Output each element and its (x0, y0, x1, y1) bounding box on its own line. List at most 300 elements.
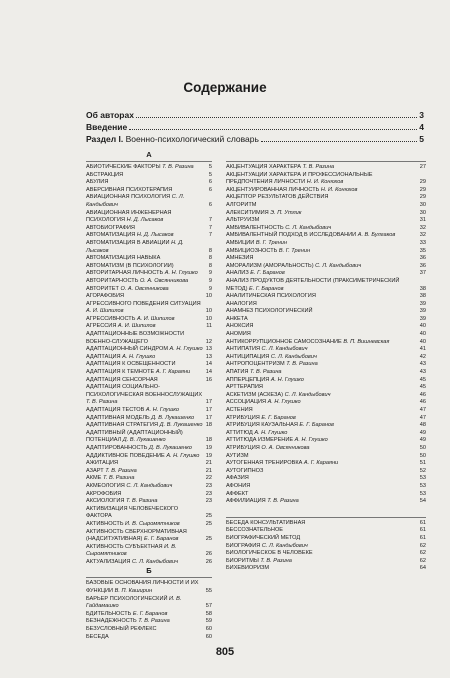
toc-intro-row[interactable] (86, 110, 424, 122)
toc-entry[interactable] (86, 544, 212, 559)
toc-entry-page: 6 (208, 186, 212, 193)
toc-entry-page: 38 (419, 293, 426, 300)
toc-entry-page: 49 (419, 437, 426, 444)
toc-entry-page: 62 (419, 550, 426, 557)
toc-entry[interactable] (226, 384, 426, 392)
toc-entry-author: А. Н. Глушко (252, 429, 288, 436)
divider (226, 161, 426, 162)
toc-entry[interactable] (86, 529, 212, 544)
divider (226, 517, 426, 518)
toc-entry-page: 17 (205, 399, 212, 406)
toc-entry-page: 12 (205, 338, 212, 345)
toc-entry-author: Е. Г. Баранов (259, 414, 296, 421)
toc-entry[interactable] (86, 187, 212, 195)
toc-entry-text (226, 263, 418, 271)
toc-entry-author: С. Л. Кандыбович (313, 262, 362, 269)
toc-entry-text (226, 483, 418, 491)
toc-entry-term: БЕССОЗНАТЕЛЬНОЕ (226, 527, 284, 534)
toc-entry-page: 25 (205, 536, 212, 543)
toc-entry[interactable] (226, 453, 426, 461)
toc-entry[interactable] (226, 217, 426, 225)
toc-entry[interactable] (226, 354, 426, 362)
toc-entry[interactable] (226, 543, 426, 551)
toc-entry-text (226, 460, 418, 468)
toc-entry[interactable] (86, 498, 212, 506)
toc-entry-text (226, 558, 418, 566)
toc-entry-page: 7 (208, 217, 212, 224)
toc-entry[interactable] (226, 202, 426, 210)
toc-entry-term: АППЕРЦЕПЦИЯ (226, 376, 270, 383)
toc-entry-text (86, 361, 204, 369)
toc-entry-page: 61 (419, 519, 426, 526)
toc-entry-term: АМБИЦИОЗНОСТЬ (226, 247, 278, 254)
toc-entry[interactable] (226, 415, 426, 423)
toc-entry-author: А. Г. Караяни (154, 369, 191, 376)
toc-entry-author: Э. П. Утлик (268, 209, 302, 216)
toc-entry-text (86, 559, 204, 567)
toc-entry[interactable] (226, 293, 426, 301)
toc-entry-author: С. Л. Кандыбович (283, 391, 331, 398)
toc-entry[interactable] (86, 611, 212, 619)
toc-entry-page: 36 (419, 255, 426, 262)
toc-entry-text (86, 415, 204, 423)
toc-entry-page: 43 (419, 369, 426, 376)
toc-entry-page: 39 (419, 300, 426, 307)
toc-entry-page: 17 (205, 414, 212, 421)
toc-entry-text (86, 626, 204, 634)
toc-entry-term: АЛЕКСИТИМИЯ (226, 209, 269, 216)
toc-entry-text (226, 331, 418, 339)
toc-entry-text (86, 468, 204, 476)
toc-entry-page: 39 (419, 308, 426, 315)
toc-entry-text (226, 194, 418, 202)
toc-entry[interactable] (86, 377, 212, 385)
toc-entry-author: А. И. Шипилов (135, 315, 175, 322)
toc-entry-term: БЕЗНАДЕЖНОСТЬ (86, 618, 137, 625)
toc-entry-text (86, 240, 207, 255)
toc-entry-page: 53 (419, 475, 426, 482)
toc-entry-text (86, 164, 207, 172)
toc-entry-term: АКТИВНОСТЬ СВЕРХНОРМАТИВНАЯ (НАДСИТУАТИВНАЯ) (86, 528, 187, 543)
toc-entry[interactable] (86, 354, 212, 362)
toc-entry-page: 43 (419, 361, 426, 368)
toc-entry-term: АВИАЦИОННАЯ ИНЖЕНЕРНАЯ ПСИХОЛОГИЯ (86, 209, 172, 224)
toc-intro-label: Об авторах (86, 110, 134, 120)
toc-entry-author: С. Л. Кандыбович (86, 194, 185, 208)
toc-entry[interactable] (86, 225, 212, 233)
toc-list-left-a (86, 164, 212, 566)
toc-entry[interactable] (226, 550, 426, 558)
toc-entry-page: 48 (419, 422, 426, 429)
toc-entry-page: 53 (419, 482, 426, 489)
toc-entry[interactable] (86, 384, 212, 407)
toc-intro-row[interactable] (86, 134, 424, 146)
toc-entry-term: АВТОМАТИЗАЦИЯ (86, 232, 136, 239)
toc-entry[interactable] (226, 361, 426, 369)
toc-entry[interactable] (86, 323, 212, 331)
toc-entry-page: 6 (208, 201, 212, 208)
toc-entry-page: 10 (205, 293, 212, 300)
toc-entry-text (226, 468, 418, 476)
toc-entry-term: АДАПТАЦИОННЫЕ ВОЗМОЖНОСТИ ВОЕННО-СЛУЖАЩЕГО (86, 331, 185, 345)
toc-entry-term: АГОРАФОБИЯ (86, 293, 125, 300)
toc-entry-page: 25 (205, 513, 212, 520)
toc-entry-term: АВТОБИОГРАФИЯ (86, 224, 135, 231)
toc-entry-term: АТРИБУЦИЯ (226, 414, 260, 421)
toc-entry-term: АДДИКТИВНОЕ ПОВЕДЕНИЕ (86, 452, 165, 459)
toc-entry-author: А. Н. Глушко (293, 437, 328, 444)
toc-entry[interactable] (226, 565, 426, 573)
toc-entry-text (226, 399, 418, 407)
toc-entry[interactable] (86, 453, 212, 461)
toc-entry-text (86, 172, 207, 180)
toc-entry-text (86, 232, 207, 240)
toc-entry-text (86, 634, 204, 642)
toc-entry-text (86, 316, 204, 324)
toc-entry[interactable] (86, 415, 212, 423)
toc-intro-page: 5 (419, 134, 424, 144)
toc-entry-text (86, 498, 204, 506)
toc-entry-page: 47 (419, 414, 426, 421)
toc-list-right-a (226, 164, 426, 506)
toc-entry-author: Т. В. Разина (258, 557, 292, 564)
toc-entry-author: Т. В. Разина (265, 498, 299, 505)
toc-entry-term: АНАЛИТИЧЕСКАЯ ПСИХОЛОГИЯ (226, 293, 316, 300)
toc-entry-term: АВТОРИТАРНОСТЬ (86, 277, 139, 284)
toc-entry-page: 10 (205, 315, 212, 322)
toc-entry-term: АДАПТИВНАЯ МОДЕЛЬ (86, 414, 150, 421)
toc-entry[interactable] (226, 278, 426, 293)
toc-entry[interactable] (86, 475, 212, 483)
toc-entry-text (226, 543, 418, 551)
toc-entry-term: АНАЛИЗ ПРОДУКТОВ ДЕЯТЕЛЬНОСТИ (ПРАКСИМЕТРИЧЕСКИЙ МЕТОД) (226, 277, 400, 292)
toc-entry[interactable] (86, 270, 212, 278)
toc-entry-term: АВТОМАТИЗМ (В ПСИХОЛОГИИ) (86, 262, 174, 269)
toc-entry[interactable] (226, 255, 426, 263)
toc-entry[interactable] (226, 407, 426, 415)
toc-entry[interactable] (86, 369, 212, 377)
toc-entry-text (226, 202, 418, 210)
toc-entry[interactable] (86, 263, 212, 271)
toc-entry[interactable] (226, 323, 426, 331)
toc-list-right-b (226, 520, 426, 573)
toc-entry-text (226, 354, 418, 362)
toc-entry[interactable] (86, 232, 212, 240)
toc-entry-author: Т. В. Разина (160, 164, 194, 170)
toc-entry-page: 5 (208, 171, 212, 178)
leader-dots (136, 117, 417, 118)
toc-intro-page: 4 (419, 122, 424, 132)
toc-entry-text (86, 323, 204, 331)
toc-entry[interactable] (226, 316, 426, 324)
leader-dots (129, 129, 417, 130)
toc-entry-page: 5 (208, 164, 212, 170)
toc-entry-term: АДАПТАЦИЯ ТЕСТОВ (86, 407, 145, 413)
toc-entry-text (86, 422, 204, 430)
toc-entry-text (86, 301, 204, 316)
toc-entry-author: Т. В. Разина (101, 475, 135, 482)
letter-heading-a: А (146, 150, 152, 159)
toc-entry-page: 19 (205, 444, 212, 451)
toc-entry[interactable] (86, 559, 212, 567)
toc-entry[interactable] (86, 331, 212, 346)
toc-entry[interactable] (226, 460, 426, 468)
toc-entry-term: АУТОГЕННАЯ ТРЕНИРОВКА (226, 460, 303, 467)
toc-entry-term: АНАЛИЗ (226, 270, 249, 277)
toc-entry-page: 17 (205, 407, 212, 413)
toc-entry[interactable] (86, 293, 212, 301)
toc-entry-page: 21 (205, 460, 212, 467)
toc-entry[interactable] (226, 240, 426, 248)
toc-entry[interactable] (86, 430, 212, 445)
toc-entry[interactable] (226, 445, 426, 453)
toc-entry-term: АФФИЛИАЦИЯ (226, 498, 266, 505)
toc-entry-text (86, 506, 204, 521)
toc-entry[interactable] (86, 445, 212, 453)
toc-entry[interactable] (86, 172, 212, 180)
toc-entry[interactable] (226, 232, 426, 240)
toc-entry[interactable] (86, 626, 212, 634)
toc-entry-page: 23 (205, 498, 212, 505)
toc-intro-page: 3 (419, 110, 424, 120)
toc-entry[interactable] (226, 430, 426, 438)
toc-entry-text (226, 520, 418, 528)
toc-entry-page: 23 (205, 482, 212, 489)
toc-entry-author: С. Л. Кандыбович (260, 346, 308, 353)
toc-entry[interactable] (86, 194, 212, 209)
toc-entry-text (226, 217, 418, 225)
toc-entry-page: 50 (419, 452, 426, 459)
toc-entry-term: БИХЕВИОРИЗМ (226, 565, 270, 572)
toc-entry[interactable] (86, 240, 212, 255)
toc-entry[interactable] (226, 422, 426, 430)
toc-entry-page: 14 (205, 361, 212, 368)
toc-entry-author: Д. В. Лукашенко (121, 437, 166, 444)
toc-entry[interactable] (86, 346, 212, 354)
toc-entry[interactable] (226, 483, 426, 491)
toc-entry-page: 45 (419, 384, 426, 391)
toc-entry-author: Т. В. Разина (248, 369, 282, 376)
toc-entry[interactable] (226, 498, 426, 506)
toc-entry[interactable] (226, 308, 426, 316)
toc-entry-text (226, 565, 418, 573)
toc-entry-text (226, 248, 418, 256)
toc-entry-author: Т. В. Разина (136, 618, 170, 625)
toc-entry[interactable] (86, 361, 212, 369)
toc-entry-author: В. П. Каширин (113, 588, 153, 595)
toc-entry-term: БИОГРАФИЧЕСКИЙ МЕТОД (226, 534, 301, 541)
toc-entry-author: Н. Д. Лысаков (135, 232, 174, 239)
toc-entry-term: АЛЬТРУИЗМ (226, 217, 260, 224)
toc-entry-text (226, 430, 418, 438)
toc-entry[interactable] (226, 339, 426, 347)
toc-entry-term: БЕСЕДА КОНСУЛЬТАТИВНАЯ (226, 519, 306, 526)
toc-entry-page: 9 (208, 277, 212, 284)
toc-entry-author: О. А. Овсянникова (118, 285, 169, 292)
toc-entry[interactable] (226, 248, 426, 256)
toc-entry-page: 25 (205, 520, 212, 527)
section-label: Раздел I. (86, 134, 124, 144)
toc-entry[interactable] (86, 596, 212, 611)
toc-entry[interactable] (86, 301, 212, 316)
toc-entry[interactable] (86, 483, 212, 491)
toc-entry[interactable] (226, 172, 426, 187)
toc-entry-author: Д. В. Лукашенко (158, 422, 203, 429)
toc-entry-text (226, 377, 418, 385)
toc-entry[interactable] (226, 535, 426, 543)
toc-entry-term: АКТИВНОСТЬ (86, 520, 124, 527)
toc-entry-author: О. А. Овсянникова (259, 444, 310, 451)
toc-entry[interactable] (226, 475, 426, 483)
toc-entry-author: А. Н. Глушко (120, 353, 156, 360)
toc-entry-text (226, 308, 418, 316)
toc-entry[interactable] (86, 580, 212, 595)
toc-entry-term: БИОРИТМЫ (226, 557, 259, 564)
toc-entry-term: АДАПТАЦИЯ К ОСВЕЩЕННОСТИ (86, 361, 176, 368)
toc-entry-page: 11 (206, 323, 212, 330)
toc-entry[interactable] (86, 286, 212, 294)
toc-entry-page: 61 (419, 527, 426, 534)
toc-entry[interactable] (226, 392, 426, 400)
toc-entry-text (86, 194, 207, 209)
toc-entry-text (226, 535, 418, 543)
toc-entry-term: АДАПТАЦИЯ СОЦИАЛЬНО-ПСИХОЛОГИЧЕСКАЯ ВОЕННОСЛУЖАЩИХ (86, 384, 203, 398)
toc-entry-text (86, 384, 204, 407)
toc-entry-page: 46 (419, 399, 426, 406)
toc-entry[interactable] (86, 278, 212, 286)
toc-entry[interactable] (226, 558, 426, 566)
toc-entry-page: 9 (208, 270, 212, 277)
toc-entry[interactable] (86, 422, 212, 430)
toc-entry[interactable] (86, 255, 212, 263)
toc-entry-author: Е. Г. Баранов (131, 610, 168, 617)
toc-entry[interactable] (86, 506, 212, 521)
toc-entry[interactable] (86, 179, 212, 187)
letter-heading-b-spacer (226, 506, 426, 516)
toc-entry-page: 38 (419, 285, 426, 292)
toc-entry-term: АПАТИЯ (226, 369, 249, 376)
toc-entry-page: 13 (205, 346, 212, 353)
toc-entry-author: Т. В. Разина (284, 361, 318, 368)
toc-entry-author: Д. В. Лукашенко (149, 414, 195, 421)
toc-entry[interactable] (226, 263, 426, 271)
toc-entry-term: АЛГОРИТМ (226, 201, 257, 208)
toc-entry-text (86, 346, 204, 354)
toc-entry[interactable] (226, 399, 426, 407)
toc-entry-term: АУТОГИПНОЗ (226, 467, 264, 474)
toc-entry-text (86, 445, 204, 453)
toc-entry[interactable] (226, 377, 426, 385)
toc-entry-term: БЕЗУСЛОВНЫЙ РЕФЛЕКС (86, 626, 157, 633)
toc-entry-term: АТТИТЮД (226, 429, 253, 436)
toc-entry[interactable] (226, 331, 426, 339)
toc-entry-page: 26 (205, 558, 212, 565)
toc-entry[interactable] (86, 460, 212, 468)
toc-entry-term: АКЦЕНТУИРОВАННАЯ ЛИЧНОСТЬ (226, 186, 320, 193)
toc-entry[interactable] (86, 634, 212, 642)
toc-entry-author: В. Г. Тренин (254, 239, 287, 246)
toc-entry-text (226, 437, 418, 445)
toc-entry-text (86, 255, 207, 263)
toc-entry-page: 27 (419, 164, 426, 170)
toc-entry[interactable] (86, 521, 212, 529)
toc-entry[interactable] (226, 468, 426, 476)
toc-entry-page: 26 (205, 551, 212, 558)
toc-entry-page: 54 (419, 498, 426, 505)
toc-entry-page: 62 (419, 542, 426, 549)
toc-entry-term: АБИОТИЧЕСКИЕ ФАКТОРЫ (86, 164, 161, 170)
toc-entry[interactable] (226, 437, 426, 445)
toc-entry-term: АНОМИЯ (226, 331, 251, 338)
section-subtitle: Военно-психологический словарь (123, 134, 259, 144)
toc-entry[interactable] (226, 527, 426, 535)
toc-entry-text (226, 164, 418, 172)
toc-entry[interactable] (86, 618, 212, 626)
toc-entry-page: 35 (419, 247, 426, 254)
toc-entry[interactable] (226, 194, 426, 202)
toc-entry[interactable] (86, 468, 212, 476)
toc-entry-text (86, 263, 207, 271)
toc-entry-term: АБСТРАКЦИЯ (86, 171, 124, 178)
toc-entry-term: АТТИТЮДА ИЗМЕРЕНИЕ (226, 437, 294, 444)
toc-entry[interactable] (226, 210, 426, 218)
toc-entry-term: АТРИБУЦИЯ (226, 444, 260, 451)
toc-entry[interactable] (86, 210, 212, 225)
toc-entry-term: АБУЛИЯ (86, 179, 109, 186)
toc-entry-text (226, 453, 418, 461)
toc-entry-term: АВЕРСИВНАЯ ПСИХОТЕРАПИЯ (86, 186, 173, 193)
toc-entry-text (86, 354, 204, 362)
toc-entry-term: АКРОФОБИЯ (86, 490, 122, 497)
toc-entry[interactable] (226, 164, 426, 172)
toc-entry-author: С. Л. Кандыбович (283, 224, 332, 231)
toc-entry[interactable] (226, 520, 426, 528)
toc-entry-term: АТРИБУЦИЯ КАУЗАЛЬНАЯ (226, 422, 298, 429)
toc-entry[interactable] (86, 164, 212, 172)
toc-entry-term: АКТИВНОСТЬ СУБЪЕКТНАЯ (86, 543, 163, 550)
toc-entry-term: АВТОМАТИЗАЦИЯ В АВИАЦИИ (86, 239, 170, 246)
toc-entry-text (86, 460, 204, 468)
toc-entry-term: АЗАРТ (86, 467, 104, 474)
toc-entry-author: С. Л. Кандыбович (130, 558, 178, 565)
toc-entry[interactable] (226, 346, 426, 354)
toc-entry-text (226, 527, 418, 535)
toc-entry[interactable] (226, 369, 426, 377)
toc-entry[interactable] (86, 491, 212, 499)
toc-entry-term: АДАПТИРОВАННОСТЬ (86, 444, 148, 451)
toc-list-left-b (86, 580, 212, 641)
toc-entry-page: 33 (419, 239, 426, 246)
toc-entry-page: 8 (208, 247, 212, 254)
toc-entry-page: 32 (419, 232, 426, 239)
toc-entry-author: В. П. Вишневская (341, 338, 390, 345)
toc-entry[interactable] (226, 491, 426, 499)
toc-intro-label: Введение (86, 122, 128, 132)
toc-entry[interactable] (226, 270, 426, 278)
toc-entry[interactable] (86, 316, 212, 324)
toc-entry-term: АДАПТАЦИОННЫЙ СИНДРОМ (86, 346, 168, 353)
toc-entry[interactable] (86, 407, 212, 415)
toc-entry-page: 8 (208, 255, 212, 262)
toc-entry-term: АГРЕССИВНОСТЬ (86, 315, 136, 322)
toc-entry-page: 8 (208, 262, 212, 269)
toc-intro-row[interactable] (86, 122, 424, 134)
toc-entry-term: АКМЕ (86, 475, 102, 482)
toc-entry-author: Д. В. Лукашенко (147, 444, 192, 451)
toc-entry-term: БИОЛОГИЧЕСКОЕ В ЧЕЛОВЕКЕ (226, 550, 313, 557)
toc-entry-page: 10 (205, 308, 212, 315)
toc-entry-page: 46 (419, 391, 426, 398)
